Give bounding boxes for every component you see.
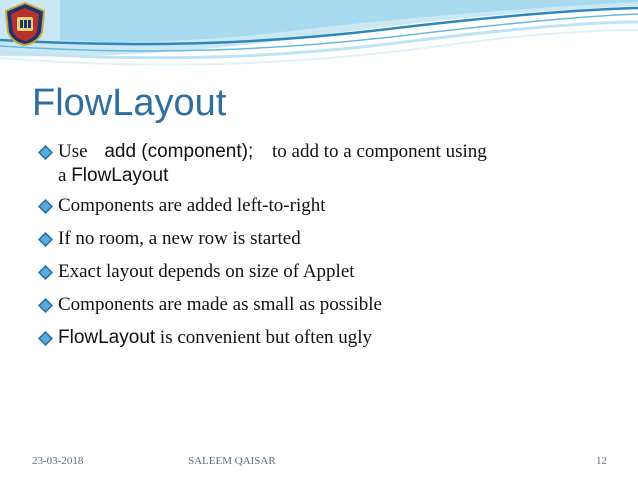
diamond-bullet-icon: [38, 145, 53, 160]
university-crest-logo: [4, 2, 46, 46]
bullet-text: Exact layout depends on size of Applet: [58, 261, 355, 282]
diamond-bullet-icon: [38, 265, 53, 280]
slide-title: FlowLayout: [32, 82, 227, 124]
bullet-text: Use: [58, 141, 93, 162]
code-snippet: FlowLayout: [58, 327, 156, 348]
bullet-list: [38, 140, 618, 359]
header-wave-decoration: [0, 0, 638, 80]
bullet-text: Components are made as small as possible: [58, 294, 382, 315]
code-snippet: add (component);: [104, 141, 254, 162]
bullet-item: [38, 194, 618, 218]
bullet-text: Components are added left-to-right: [58, 195, 326, 216]
bullet-text: If no room, a new row is started: [58, 228, 301, 249]
diamond-bullet-icon: [38, 331, 53, 346]
diamond-bullet-icon: [38, 232, 53, 247]
diamond-bullet-icon: [38, 298, 53, 313]
bullet-item: [38, 326, 618, 350]
bullet-text: a: [58, 165, 72, 186]
footer-author: SALEEM QAISAR: [188, 455, 276, 467]
footer-page-number: 12: [596, 455, 607, 467]
bullet-item: [38, 260, 618, 284]
bullet-item: [38, 140, 618, 188]
bullet-item: [38, 293, 618, 317]
bullet-text: is convenient but often ugly: [155, 327, 373, 348]
code-snippet: FlowLayout: [71, 165, 169, 186]
footer-date: 23-03-2018: [32, 455, 84, 467]
bullet-text: to add to a component using: [267, 141, 487, 162]
diamond-bullet-icon: [38, 199, 53, 214]
bullet-item: [38, 227, 618, 251]
